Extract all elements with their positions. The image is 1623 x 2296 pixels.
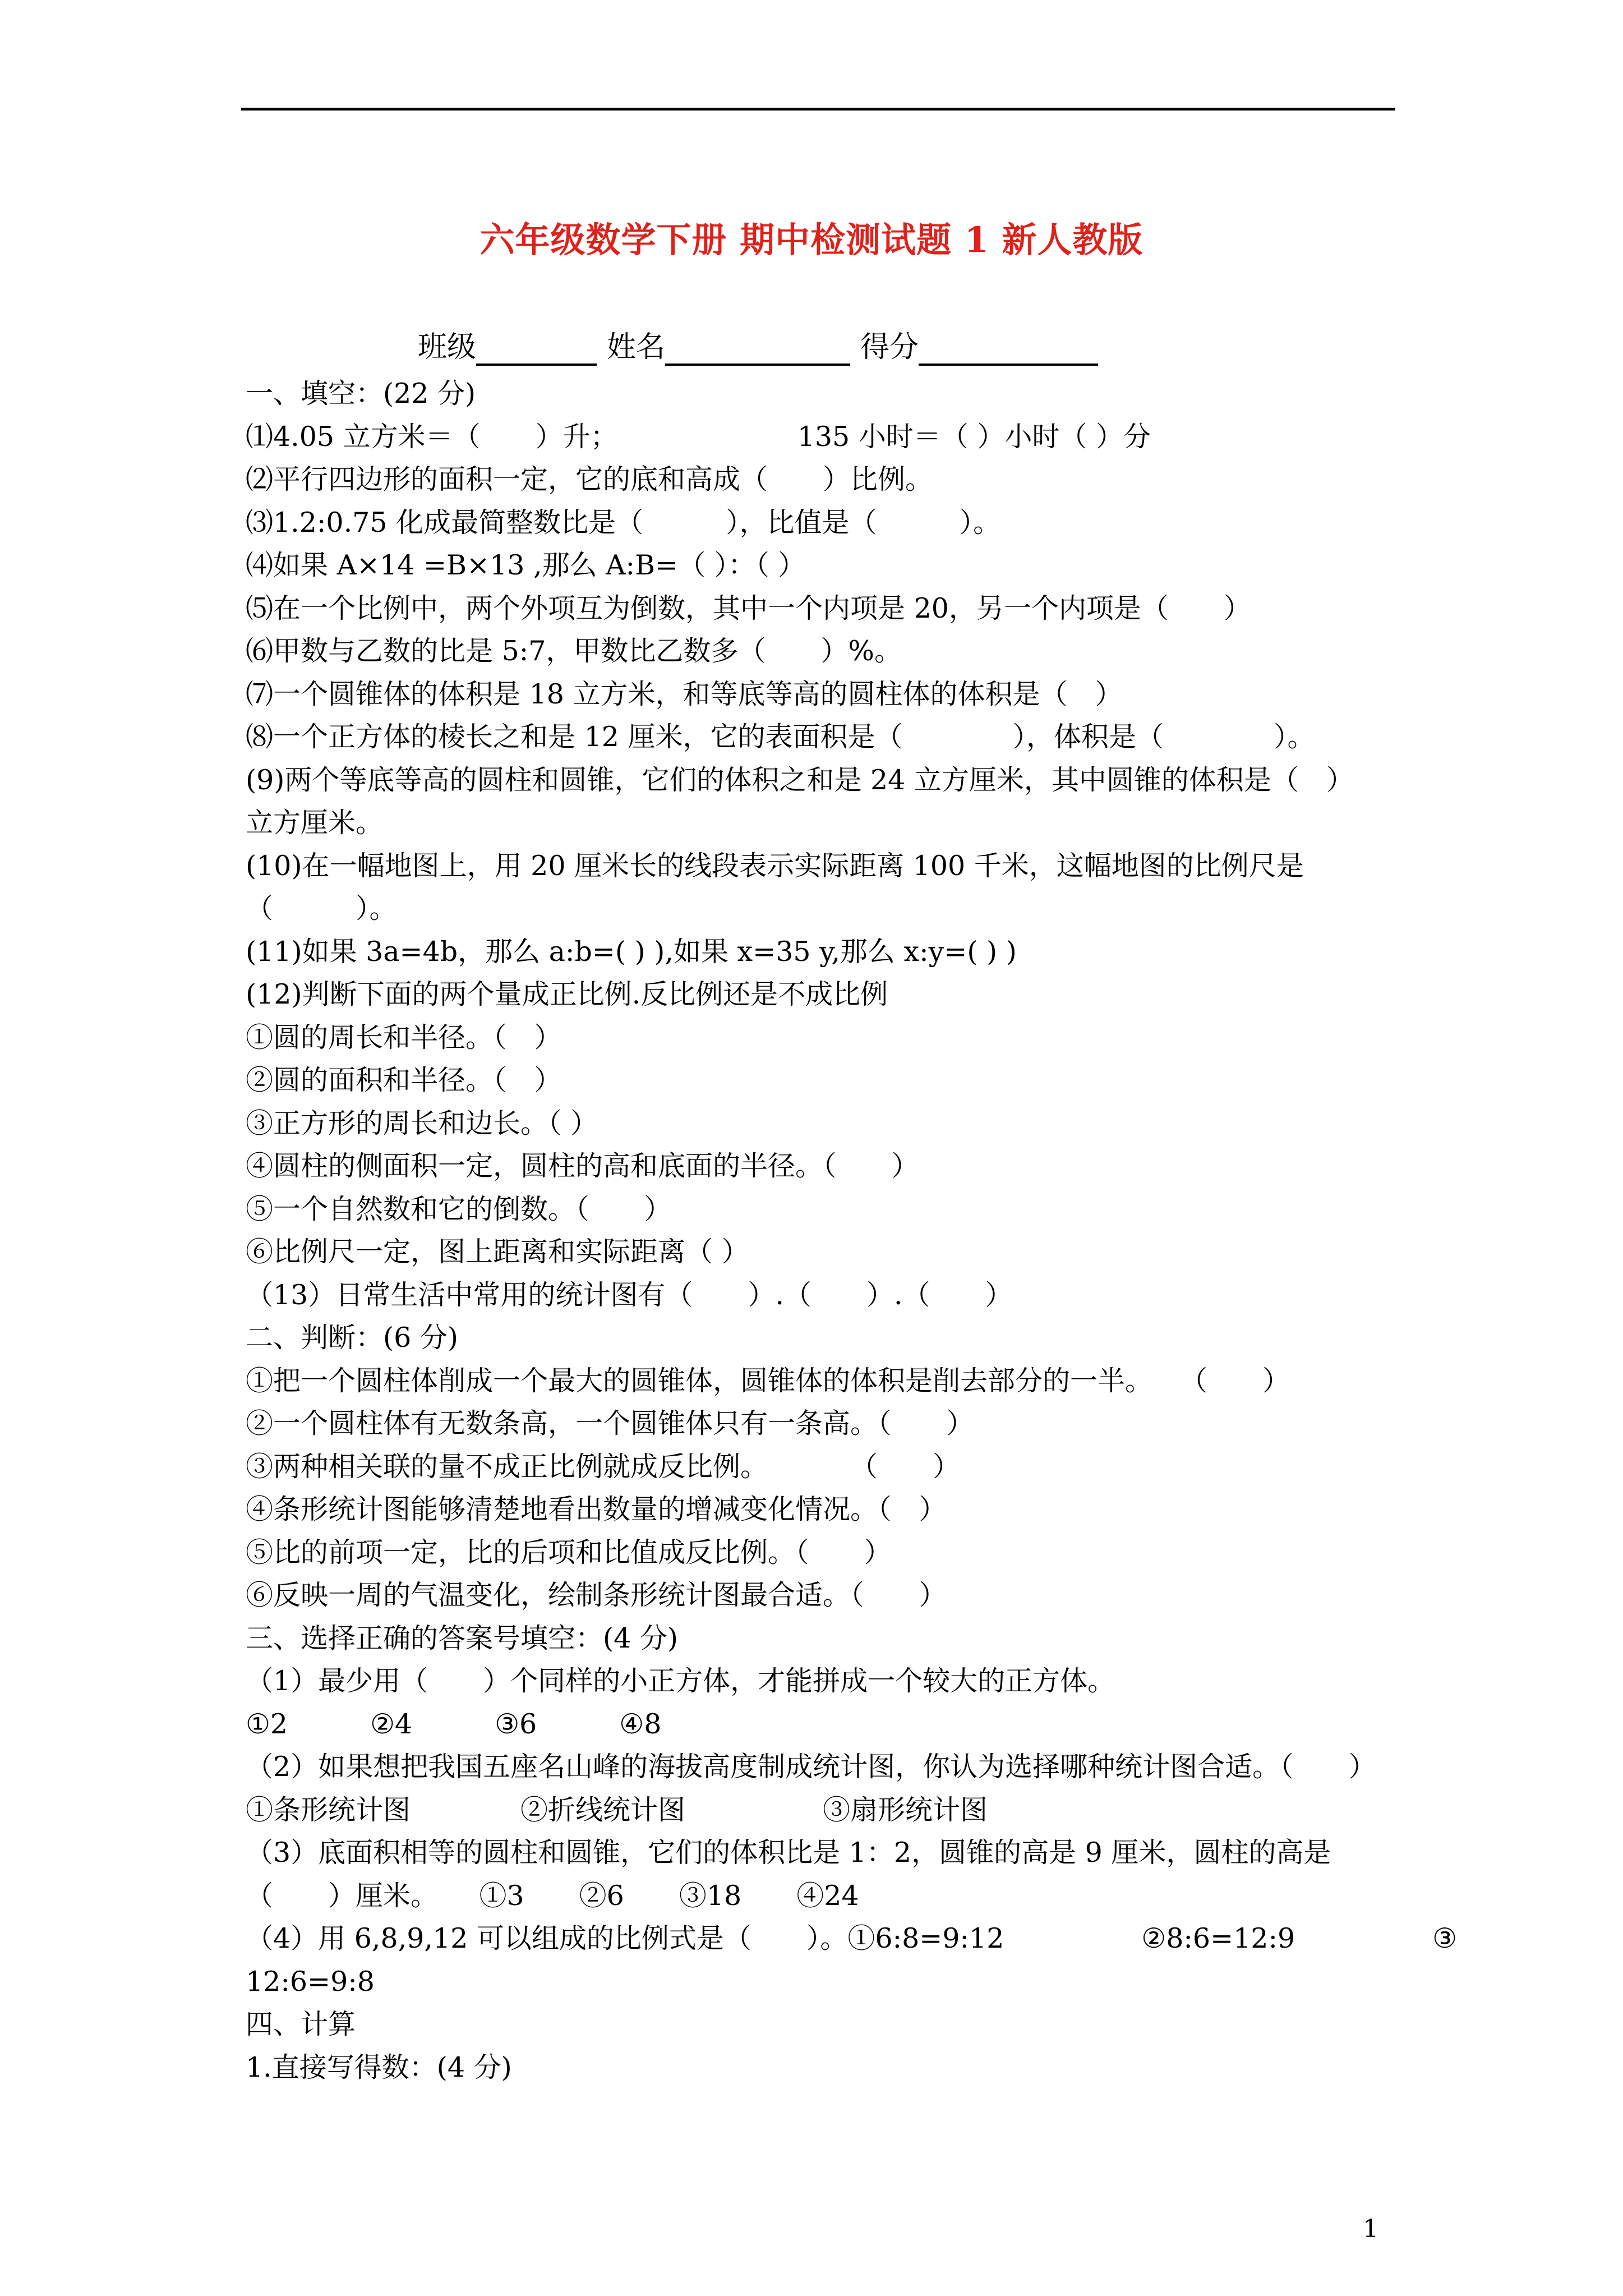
page-title: 六年级数学下册 期中检测试题 1 新人教版 [479, 219, 1144, 260]
question-line: （ ）厘米。 ①3 ②6 ③18 ④24 [246, 1879, 859, 1912]
page-number: 1 [1363, 2215, 1378, 2243]
question-line: ⑥比例尺一定，图上距离和实际距离（ ） [246, 1236, 749, 1268]
question-line: ②一个圆柱体有无数条高，一个圆锥体只有一条高。（ ） [246, 1407, 974, 1439]
question-line: ③正方形的周长和边长。（ ） [246, 1107, 598, 1139]
question-line: ⑹甲数与乙数的比是 5:7，甲数比乙数多（ ）%。 [246, 635, 902, 667]
section-heading: 三、选择正确的答案号填空：(4 分) [246, 1622, 678, 1654]
section-heading: 二、判断：(6 分) [246, 1322, 458, 1354]
class-label: 班级 [418, 330, 477, 364]
question-line: ②圆的面积和半径。（ ） [246, 1064, 562, 1096]
question-line: ①把一个圆柱体削成一个最大的圆锥体，圆锥体的体积是削去部分的一半。 （ ） [246, 1364, 1290, 1397]
name-blank[interactable] [665, 333, 850, 366]
question-line: (12)判断下面的两个量成正比例.反比例还是不成比例 [246, 978, 888, 1010]
question-line: （ ）。 [246, 892, 397, 924]
answer-options: ①2 ②4 ③6 ④8 [246, 1708, 662, 1740]
question-line: ⑤比的前项一定，比的后项和比值成反比例。（ ） [246, 1536, 892, 1568]
question-line: ⑶1.2:0.75 化成最简整数比是（ ），比值是（ ）。 [246, 506, 1001, 539]
question-line: ③两种相关联的量不成正比例就成反比例。 （ ） [246, 1450, 961, 1483]
question-line: （4）用 6,8,9,12 可以组成的比例式是（ ）。①6:8=9:12 ②8:6=12:9 ③ [246, 1922, 1457, 1954]
question-line: 立方厘米。 [246, 807, 384, 839]
question-line: ⑵平行四边形的面积一定，它的底和高成（ ）比例。 [246, 463, 933, 495]
question-line: （3）底面积相等的圆柱和圆锥，它们的体积比是 1：2，圆锥的高是 9 厘米，圆柱的高是 [246, 1837, 1331, 1869]
section-heading: 四、计算 [246, 2008, 356, 2040]
question-line: ⑻一个正方体的棱长之和是 12 厘米，它的表面积是（ ），体积是（ ）。 [246, 721, 1315, 753]
question-line: （13）日常生活中常用的统计图有（ ）.（ ）.（ ） [246, 1278, 1013, 1311]
question-line: (11)如果 3a=4b，那么 a:b=( ) ),如果 x=35 y,那么 x:y=( ) ) [246, 935, 1017, 968]
question-line: ⑷如果 A×14 =B×13 ,那么 A:B=（ ）：（ ） [246, 549, 806, 581]
question-line: 12:6=9:8 [246, 1965, 375, 1998]
exam-content [246, 372, 1457, 2089]
question-line: 1.直接写得数：(4 分) [246, 2051, 512, 2083]
question-line: ④条形统计图能够清楚地看出数量的增减变化情况。（ ） [246, 1493, 947, 1525]
score-blank[interactable] [919, 333, 1098, 366]
question-line: ⑸在一个比例中，两个外项互为倒数，其中一个内项是 20，另一个内项是（ ） [246, 592, 1251, 624]
header-rule [241, 108, 1395, 111]
section-heading: 一、填空：(22 分) [246, 378, 476, 409]
name-label: 姓名 [607, 330, 666, 364]
question-line: ⑴4.05 立方米＝（ ）升； 135 小时＝（ ）小时（ ）分 [246, 420, 1151, 453]
question-line: （2）如果想把我国五座名山峰的海拔高度制成统计图，你认为选择哪种统计图合适。（ ） [246, 1751, 1376, 1783]
question-line: ⑥反映一周的气温变化，绘制条形统计图最合适。（ ） [246, 1579, 947, 1611]
question-line: ⑺一个圆锥体的体积是 18 立方米，和等底等高的圆柱体的体积是（ ） [246, 678, 1123, 710]
question-line: （1）最少用（ ）个同样的小正方体，才能拼成一个较大的正方体。 [246, 1665, 1115, 1697]
answer-options: ①条形统计图 ②折线统计图 ③扇形统计图 [246, 1793, 988, 1826]
student-info-row [418, 329, 1108, 366]
question-line: (9)两个等底等高的圆柱和圆锥，它们的体积之和是 24 立方厘米，其中圆锥的体积是（ ） [246, 763, 1354, 796]
class-blank[interactable] [476, 333, 597, 366]
question-line: (10)在一幅地图上，用 20 厘米长的线段表示实际距离 100 千米，这幅地图的比例尺是 [246, 849, 1304, 882]
score-label: 得分 [860, 330, 919, 364]
question-line: ①圆的周长和半径。（ ） [246, 1021, 562, 1053]
question-line: ④圆柱的侧面积一定，圆柱的高和底面的半径。（ ） [246, 1150, 919, 1182]
question-line: ⑤一个自然数和它的倒数。（ ） [246, 1193, 672, 1225]
